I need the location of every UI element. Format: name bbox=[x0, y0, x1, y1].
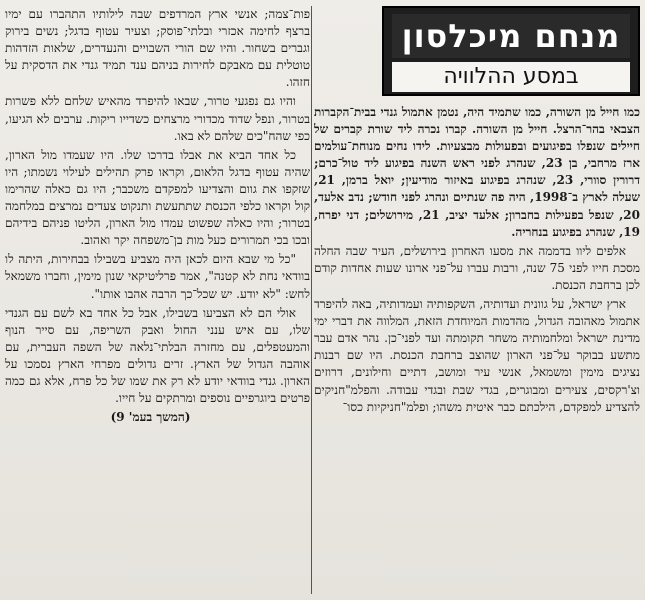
headline-block bbox=[382, 6, 640, 96]
body-paragraph: "כל מי שבא היום לכאן היה מצביע בשבילו בבחירות, היתה לו בוודאי נחת לא קטנה", אמר פרליטיקאי שנון מימין, וחברו משמאל לחש: "לא יודע. יש שכל־כך הרבה אהבו אותו". bbox=[5, 252, 310, 301]
body-paragraph: פות־צמה; אנשי ארץ המרדפים שבה לילותיו התהברו עם ימיו ברצף לחימה אכזרי ובלתי־פוסק; וצעיר עטוף בדגל; נשים בירוק וגברים בשחור. והיו שם הורי השבויים והנעדרים, שלאות הזדהות טוטלית עם מאבקם לחירות בניהם ענד תמיד גנדי את הדסקית על חזהו. bbox=[5, 7, 310, 90]
lead-paragraph: כמו חייל מן השורה, כמו שתמיד היה, נטמן אתמול גנדי בבית־הקברות הצבאי בהר־הרצל. חייל מן השורה. קברו נכרה ליד שורת קברים של חיילים שנפלו בפיגועים ובפעולות מבצעיות. לידו נחים מנוחת־עולמים ארז מרחבי, בן 23, שנהרג לפני ראש השנה בפיגוע ליד טול־כרם; דרורין סוורי, 23, שנהרג בפיגוע באיזור מודיעין; יואל ברמן, 21, שעלה לארץ ב־1998, היה פה שנתיים ונהרג לפני חודש; נדב אלעד, 20, שנפל בפעילות בחברון; אלעד יציב, 21, מירושלים; דני יפרח, 19, שנהרג בפיגוע בנחריה. bbox=[314, 105, 640, 239]
left-text-column bbox=[5, 6, 310, 594]
body-paragraph: והיו גם נפגעי טרור, שבאו להיפרד מהאיש שלחם ללא פשרות בטרור, ונפל שדוד מכדורי מרצחים כשדייו ריקות. ערבים לא הגיעו, כפי שהח"כים שלהם לא באו. bbox=[5, 94, 310, 143]
body-paragraph: כל אחד הביא את אבלו בדרכו שלו. היו שעמדו מול הארון, שהיה עטוף בדגל הלאום, וקראו פרק תהילים לעילוי נשמתו; היו שזקפו את גוום והצדיעו למפקדם משכבר; היו גם כאלה שהרימו קול וקראו כלפי הכנסת שתתעשת ותנקוט צעדים נמרצים במלחמה בטרור; והיו כאלה שפשוט עמדו מול הארון, הליטו פניהם בידיהם ובכו בכי תמרורים כעל מות בן־משפחה יקר ואהוב. bbox=[5, 147, 310, 248]
author-name: מנחם מיכלסון bbox=[392, 14, 630, 58]
body-paragraph: ארץ ישראל, על גוונית ועדותיה, השקפותיה ועמדותיה, באה להיפרד אתמול מאהובה הגדול, מהדמות המיוחדת הזאת, המלווה את דברי ימי מדינת ישראל ומלחמותיה משחר תקומתה ועד לפני־כן. נהר אדם עבר מתשע בבוקר על־פני הארון שהוצב ברחבת הכנסת. היו שם רבנות נציגים מימין ומשמאל, אנשי עיר ומושב, דתיים וחילונים, דרוזים וצ'רקסים, צעירים ומבוגרים, בגדי שבת ובגדי עבודה. והפלמ"חניקים להצדיע למפקדם, הילכתם כבר איטית משהו; ופלמ"חניקיות כסו־ bbox=[314, 297, 640, 414]
body-paragraph: אלפים ליוו בדממה את מסעו האחרון בירושלים, העיר שבה החלה מסכת חייו לפני 75 שנה, ורבות עברו על־פני ארונו שעות אחדות קודם לכן ברחבת הכנסת. bbox=[314, 243, 640, 292]
column-divider bbox=[311, 6, 312, 594]
continued-note: (המשך בעמ' 9) bbox=[110, 410, 191, 425]
body-paragraph: אולי הם לא הצביעו בשבילו, אבל כל אחד בא לשם עם הגנדי שלו, עם איש ענני החול ואבק השריפה, עם סייר הנוף והמעטפלים, עם מחזרה הבלתי־נלאה של השפה העברית, עם אוהבה הגדול של הארץ. זרים גדולים מפרחי הארץ נסמכו על הארון. גנדי בוודאי יודע לא רק את שמו של כל פרח, אלא גם כמה פרטים ביוגרפיים נוספים ומרתקים על חייו. bbox=[5, 305, 310, 406]
right-text-column bbox=[314, 104, 640, 594]
article-header bbox=[314, 6, 640, 98]
article-title: במסע ההלוויה bbox=[392, 62, 630, 92]
